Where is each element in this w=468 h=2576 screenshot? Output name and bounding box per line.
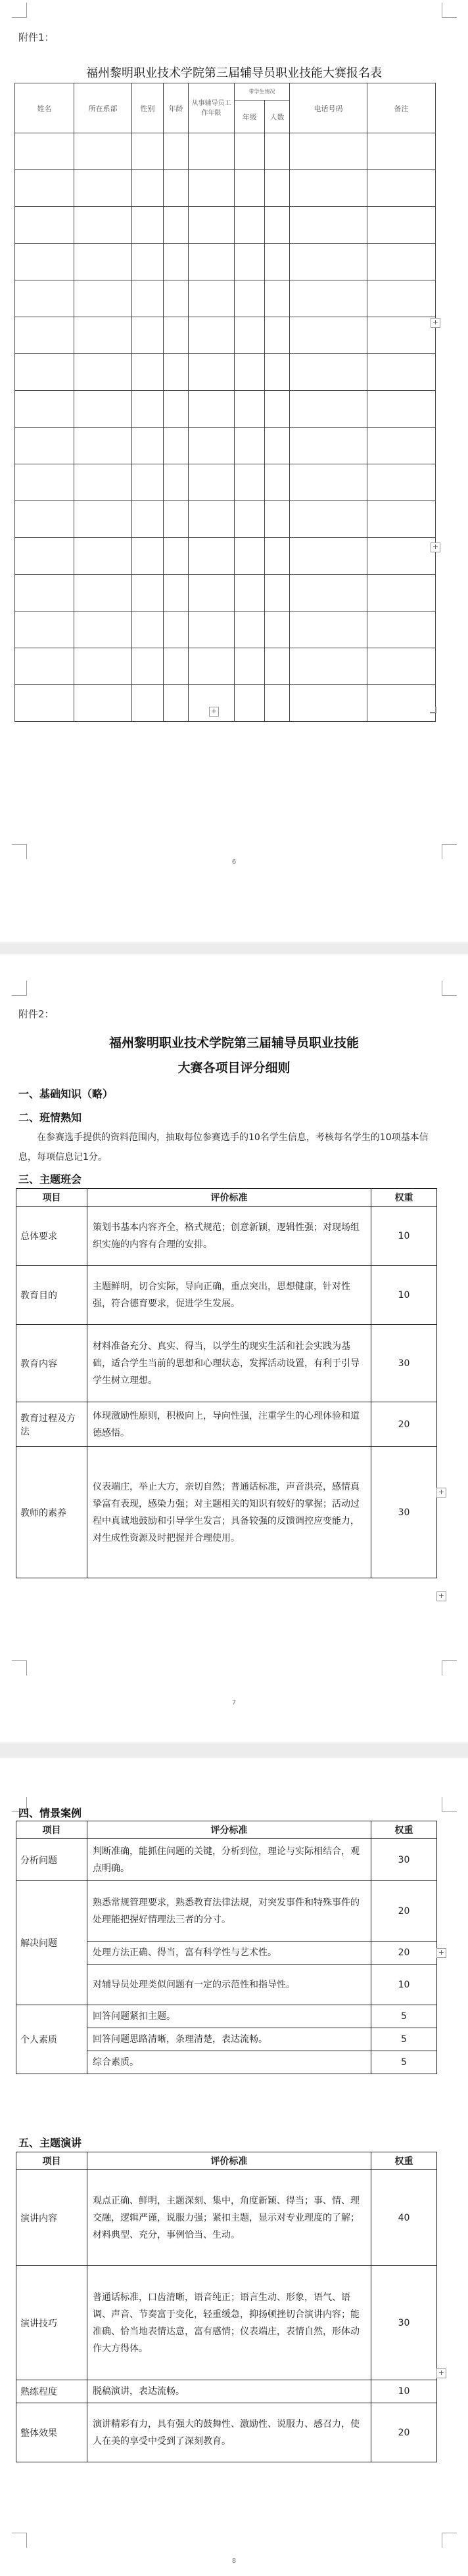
rubric-standard: 回答问题紧扣主题。 [87, 2005, 371, 2028]
header-name: 姓名 [15, 83, 74, 133]
registration-cell[interactable] [367, 575, 436, 611]
header-remark: 备注 [367, 83, 436, 133]
registration-cell[interactable] [132, 280, 164, 317]
add-row-button[interactable]: + [436, 1948, 446, 1958]
registration-cell[interactable] [265, 133, 290, 170]
header-item: 项目 [16, 1189, 87, 1207]
registration-cell[interactable] [265, 354, 290, 391]
add-row-button[interactable]: + [431, 318, 440, 328]
rubric-weight: 10 [371, 1266, 437, 1325]
registration-cell[interactable] [367, 207, 436, 244]
registration-cell[interactable] [265, 428, 290, 464]
crop-mark [442, 2533, 457, 2548]
registration-cell[interactable] [74, 280, 132, 317]
section-theme-speech: 五、主题演讲 [18, 2137, 82, 2149]
registration-cell[interactable] [164, 648, 189, 685]
crop-mark [442, 844, 457, 859]
registration-cell[interactable] [290, 501, 367, 538]
registration-cell[interactable] [189, 133, 235, 170]
crop-mark [442, 1660, 457, 1676]
registration-cell[interactable] [189, 317, 235, 354]
rubric-weight: 10 [371, 2380, 437, 2403]
registration-cell[interactable] [367, 685, 436, 722]
registration-cell[interactable] [367, 244, 436, 280]
scenario-case-rubric-table [16, 1821, 437, 2074]
registration-cell[interactable] [15, 244, 74, 280]
registration-cell[interactable] [265, 170, 290, 207]
registration-cell[interactable] [164, 538, 189, 575]
add-row-button[interactable]: + [431, 543, 440, 552]
crop-mark [12, 981, 27, 996]
header-managed-students: 带学生情况 [235, 83, 290, 100]
registration-cell[interactable] [189, 170, 235, 207]
registration-row [15, 575, 436, 611]
registration-cell[interactable] [74, 538, 132, 575]
rubric-weight: 5 [371, 2051, 437, 2074]
registration-cell[interactable] [235, 611, 265, 648]
rubric-item: 总体要求 [16, 1207, 87, 1266]
rubric-standard: 脱稿演讲，表达流畅。 [87, 2380, 371, 2403]
registration-row [15, 685, 436, 722]
attachment-label: 附件1： [18, 32, 55, 43]
theme-meeting-rubric-table [16, 1188, 437, 1578]
registration-row [15, 354, 436, 391]
rubric-standard: 材料准备充分、真实、得当，以学生的现实生活和社会实践为基础，适合学生当前的思想和心理状态，发挥活动设置，有利于引导学生树立理想。 [87, 1325, 371, 1402]
registration-cell[interactable] [189, 428, 235, 464]
registration-cell[interactable] [235, 428, 265, 464]
registration-cell[interactable] [265, 538, 290, 575]
rubric-weight: 5 [371, 2028, 437, 2051]
rubric-item: 教师的素养 [16, 1447, 87, 1578]
registration-cell[interactable] [164, 317, 189, 354]
registration-cell[interactable] [74, 354, 132, 391]
registration-cell[interactable] [189, 280, 235, 317]
registration-cell[interactable] [290, 280, 367, 317]
crop-mark [442, 1797, 457, 1812]
registration-cell[interactable] [132, 428, 164, 464]
header-standard: 评分标准 [87, 1821, 371, 1839]
registration-cell[interactable] [235, 685, 265, 722]
registration-cell[interactable] [265, 464, 290, 501]
rubric-item: 教育内容 [16, 1325, 87, 1402]
registration-cell[interactable] [265, 501, 290, 538]
registration-cell[interactable] [235, 391, 265, 428]
header-count: 人数 [265, 100, 290, 133]
rubric-standard: 仪表端庄，举止大方，亲切自然；普通话标准，声音洪亮，感情真挚富有表现，感染力强；对主题相关的知识有较好的掌握；活动过程中真诚地鼓励和引导学生发言；具备较强的反馈调控应变能力，对生成性资源及时把握并合理使用。 [87, 1447, 371, 1578]
rubric-weight: 30 [371, 2266, 437, 2380]
document-page-1 [0, 0, 468, 943]
registration-cell[interactable] [164, 354, 189, 391]
rubric-weight: 30 [371, 1325, 437, 1402]
registration-cell[interactable] [265, 611, 290, 648]
header-weight: 权重 [371, 1821, 437, 1839]
registration-cell[interactable] [290, 244, 367, 280]
registration-row [15, 244, 436, 280]
rubric-weight: 20 [371, 2403, 437, 2462]
rubric-standard: 处理方法正确、得当，富有科学性与艺术性。 [87, 1942, 371, 1965]
rubric-standard: 观点正确、鲜明，主题深刻、集中，角度新颖、得当；事、情、理交融，逻辑严谨，说服力强；紧扣主题，显示对专业理度的了解；材料典型、充分，事例恰当、生动。 [87, 2170, 371, 2266]
rubric-standard: 对辅导员处理类似问题有一定的示范性和指导性。 [87, 1965, 371, 2005]
header-item: 项目 [16, 1821, 87, 1839]
theme-speech-rubric-table [16, 2152, 437, 2462]
registration-cell[interactable] [132, 170, 164, 207]
section-class-familiarity: 二、班情熟知 [18, 1111, 82, 1124]
registration-cell[interactable] [164, 280, 189, 317]
registration-cell[interactable] [235, 501, 265, 538]
registration-cell[interactable] [74, 648, 132, 685]
registration-cell[interactable] [290, 538, 367, 575]
registration-cell[interactable] [74, 428, 132, 464]
rubric-title-line1: 福州黎明职业技术学院第三届辅导员职业技能 [108, 1036, 359, 1050]
registration-cell[interactable] [265, 244, 290, 280]
registration-cell[interactable] [74, 575, 132, 611]
add-row-button[interactable]: + [436, 2368, 446, 2378]
registration-cell[interactable] [290, 391, 367, 428]
registration-cell[interactable] [164, 244, 189, 280]
registration-cell[interactable] [132, 611, 164, 648]
registration-cell[interactable] [132, 501, 164, 538]
rubric-weight: 20 [371, 1402, 437, 1447]
registration-cell[interactable] [74, 133, 132, 170]
registration-cell[interactable] [265, 648, 290, 685]
registration-cell[interactable] [367, 538, 436, 575]
rubric-standard: 策划书基本内容齐全，格式规范；创意新颖，逻辑性强；对现场组织实施的内容有合理的安排。 [87, 1207, 371, 1266]
registration-cell[interactable] [235, 317, 265, 354]
registration-row [15, 611, 436, 648]
registration-cell[interactable] [132, 464, 164, 501]
registration-cell[interactable] [15, 575, 74, 611]
registration-cell[interactable] [132, 133, 164, 170]
registration-row [15, 133, 436, 170]
registration-cell[interactable] [164, 391, 189, 428]
rubric-weight: 30 [371, 1839, 437, 1881]
registration-cell[interactable] [189, 354, 235, 391]
rubric-weight: 10 [371, 1965, 437, 2005]
registration-cell[interactable] [132, 575, 164, 611]
registration-cell[interactable] [164, 428, 189, 464]
registration-cell[interactable] [290, 207, 367, 244]
registration-cell[interactable] [189, 207, 235, 244]
registration-cell[interactable] [15, 611, 74, 648]
registration-cell[interactable] [189, 501, 235, 538]
add-row-button[interactable]: + [436, 1591, 446, 1601]
registration-cell[interactable] [189, 464, 235, 501]
rubric-item: 分析问题 [16, 1839, 87, 1881]
registration-cell[interactable] [189, 575, 235, 611]
section-scenario-case: 四、情景案例 [18, 1807, 82, 1819]
registration-cell[interactable] [132, 354, 164, 391]
registration-cell[interactable] [164, 575, 189, 611]
document-page-2 [0, 954, 468, 1743]
registration-cell[interactable] [15, 133, 74, 170]
registration-cell[interactable] [15, 317, 74, 354]
rubric-weight: 20 [371, 1881, 437, 1942]
registration-form-title: 福州黎明职业技术学院第三届辅导员职业技能大赛报名表 [86, 66, 382, 80]
crop-mark [12, 844, 27, 859]
registration-cell[interactable] [290, 464, 367, 501]
crop-mark [12, 2533, 27, 2548]
rubric-standard: 普通话标准，口齿清晰，语音纯正；语言生动、形象，语气、语调、声音、节奏富于变化，轻重缓急，抑扬顿挫切合演讲内容；能准确、恰当地表情达意，富有感情；仪表端庄，表情自然，形体动作大方得体。 [87, 2266, 371, 2380]
rubric-item: 教育过程及方法 [16, 1402, 87, 1447]
registration-cell[interactable] [15, 501, 74, 538]
section-basic-knowledge: 一、基础知识（略） [18, 1088, 114, 1100]
registration-cell[interactable] [189, 648, 235, 685]
header-item: 项目 [16, 2152, 87, 2170]
registration-cell[interactable] [367, 391, 436, 428]
header-standard: 评价标准 [87, 2152, 371, 2170]
registration-cell[interactable] [265, 391, 290, 428]
registration-cell[interactable] [367, 170, 436, 207]
rubric-item: 熟练程度 [16, 2380, 87, 2403]
registration-cell[interactable] [164, 170, 189, 207]
registration-cell[interactable] [15, 354, 74, 391]
page-number: 7 [231, 1699, 237, 1706]
registration-cell[interactable] [290, 611, 367, 648]
registration-cell[interactable] [235, 133, 265, 170]
rubric-item: 整体效果 [16, 2403, 87, 2462]
section-theme-class-meeting: 三、主题班会 [18, 1173, 82, 1186]
registration-cell[interactable] [132, 538, 164, 575]
registration-cell[interactable] [235, 648, 265, 685]
registration-cell[interactable] [74, 317, 132, 354]
registration-cell[interactable] [74, 170, 132, 207]
registration-cell[interactable] [265, 207, 290, 244]
rubric-standard: 综合素质。 [87, 2051, 371, 2074]
registration-cell[interactable] [265, 575, 290, 611]
rubric-standard: 判断准确，能抓住问题的关键，分析到位，理论与实际相结合，观点明确。 [87, 1839, 371, 1881]
rubric-weight: 10 [371, 1207, 437, 1266]
registration-cell[interactable] [74, 501, 132, 538]
registration-row [15, 391, 436, 428]
page-number: 6 [231, 858, 237, 866]
registration-cell[interactable] [164, 501, 189, 538]
registration-cell[interactable] [15, 280, 74, 317]
registration-cell[interactable] [74, 611, 132, 648]
rubric-item: 解决问题 [16, 1881, 87, 2005]
registration-cell[interactable] [290, 354, 367, 391]
registration-cell[interactable] [132, 317, 164, 354]
registration-row [15, 648, 436, 685]
crop-mark [12, 1660, 27, 1676]
registration-cell[interactable] [235, 464, 265, 501]
registration-cell[interactable] [265, 685, 290, 722]
rubric-weight: 5 [371, 2005, 437, 2028]
registration-cell[interactable] [74, 391, 132, 428]
attachment-label: 附件2： [18, 1008, 55, 1020]
registration-cell[interactable] [290, 317, 367, 354]
header-standard: 评价标准 [87, 1189, 371, 1207]
registration-cell[interactable] [132, 207, 164, 244]
registration-cell[interactable] [235, 538, 265, 575]
registration-cell[interactable] [367, 280, 436, 317]
registration-cell[interactable] [74, 685, 132, 722]
registration-row [15, 538, 436, 575]
registration-cell[interactable] [74, 244, 132, 280]
rubric-item: 教育目的 [16, 1266, 87, 1325]
registration-cell[interactable] [367, 648, 436, 685]
registration-cell[interactable] [74, 207, 132, 244]
rubric-weight: 20 [371, 1942, 437, 1965]
header-gender: 性别 [132, 83, 164, 133]
header-weight: 权重 [371, 2152, 437, 2170]
registration-cell[interactable] [235, 280, 265, 317]
class-familiarity-text: 在参赛选手提供的资料范围内，抽取每位参赛选手的10名学生信息，考核每名学生的10项基本信息，每项信息记1分。 [18, 1132, 429, 1163]
registration-cell[interactable] [235, 575, 265, 611]
crop-mark [12, 3, 27, 18]
registration-cell[interactable] [367, 428, 436, 464]
registration-cell[interactable] [189, 244, 235, 280]
registration-cell[interactable] [15, 207, 74, 244]
registration-row [15, 170, 436, 207]
registration-cell[interactable] [164, 685, 189, 722]
registration-cell[interactable] [15, 685, 74, 722]
registration-table [14, 83, 436, 722]
registration-row [15, 317, 436, 354]
header-grade: 年级 [235, 100, 265, 133]
registration-cell[interactable] [15, 170, 74, 207]
registration-cell[interactable] [367, 611, 436, 648]
crop-mark [442, 981, 457, 996]
document-page-3 [0, 1758, 468, 2576]
registration-cell[interactable] [164, 207, 189, 244]
registration-cell[interactable] [74, 464, 132, 501]
registration-cell[interactable] [235, 244, 265, 280]
header-phone: 电话号码 [290, 83, 367, 133]
table-resize-handle[interactable] [430, 707, 436, 713]
registration-cell[interactable] [15, 538, 74, 575]
registration-row [15, 501, 436, 538]
rubric-standard: 熟悉常规管理要求，熟悉教育法律法规，对突发事件和特殊事件的处理能把握好情理法三者的分寸。 [87, 1881, 371, 1942]
registration-cell[interactable] [290, 648, 367, 685]
registration-cell[interactable] [367, 317, 436, 354]
rubric-item: 演讲技巧 [16, 2266, 87, 2380]
registration-cell[interactable] [15, 648, 74, 685]
header-department: 所在系部 [74, 83, 132, 133]
registration-cell[interactable] [132, 685, 164, 722]
registration-cell[interactable] [290, 428, 367, 464]
rubric-standard: 主题鲜明，切合实际，导向正确，重点突出，思想健康，针对性强，符合德育要求，促进学生发展。 [87, 1266, 371, 1325]
registration-cell[interactable] [189, 391, 235, 428]
rubric-title-line2: 大赛各项目评分细则 [177, 1061, 291, 1075]
rubric-standard: 回答问题思路清晰，条理清楚，表达流畅。 [87, 2028, 371, 2051]
registration-cell[interactable] [164, 464, 189, 501]
registration-cell[interactable] [164, 611, 189, 648]
registration-cell[interactable] [235, 170, 265, 207]
registration-cell[interactable] [290, 685, 367, 722]
registration-cell[interactable] [367, 133, 436, 170]
add-column-button[interactable]: + [209, 707, 219, 717]
registration-cell[interactable] [132, 244, 164, 280]
registration-cell[interactable] [290, 170, 367, 207]
rubric-standard: 演讲精彩有力，具有强大的鼓舞性、激励性、说服力、感召力，使人在美的享受中受到了深刻教育。 [87, 2403, 371, 2462]
registration-cell[interactable] [265, 317, 290, 354]
registration-row [15, 280, 436, 317]
rubric-weight: 40 [371, 2170, 437, 2266]
header-weight: 权重 [371, 1189, 437, 1207]
header-age: 年龄 [164, 83, 189, 133]
registration-cell[interactable] [265, 280, 290, 317]
registration-row [15, 464, 436, 501]
registration-cell[interactable] [189, 611, 235, 648]
registration-row [15, 207, 436, 244]
registration-cell[interactable] [367, 354, 436, 391]
rubric-item: 个人素质 [16, 2005, 87, 2074]
rubric-standard: 体现激励性原则，积极向上，导向性强，注重学生的心理体验和道德感悟。 [87, 1402, 371, 1447]
registration-cell[interactable] [367, 464, 436, 501]
registration-cell[interactable] [290, 575, 367, 611]
registration-cell[interactable] [235, 207, 265, 244]
registration-cell[interactable] [15, 391, 74, 428]
rubric-weight: 30 [371, 1447, 437, 1578]
rubric-item: 演讲内容 [16, 2170, 87, 2266]
registration-cell[interactable] [132, 391, 164, 428]
page-number: 8 [231, 2558, 237, 2565]
registration-cell[interactable] [189, 538, 235, 575]
registration-row [15, 428, 436, 464]
add-row-button[interactable]: + [436, 1488, 446, 1498]
registration-cell[interactable] [164, 133, 189, 170]
header-years: 从事辅导员工作年限 [189, 83, 235, 133]
registration-cell[interactable] [367, 501, 436, 538]
registration-cell[interactable] [235, 354, 265, 391]
registration-cell[interactable] [132, 648, 164, 685]
crop-mark [442, 3, 457, 18]
registration-cell[interactable] [15, 428, 74, 464]
registration-cell[interactable] [290, 133, 367, 170]
registration-cell[interactable] [15, 464, 74, 501]
